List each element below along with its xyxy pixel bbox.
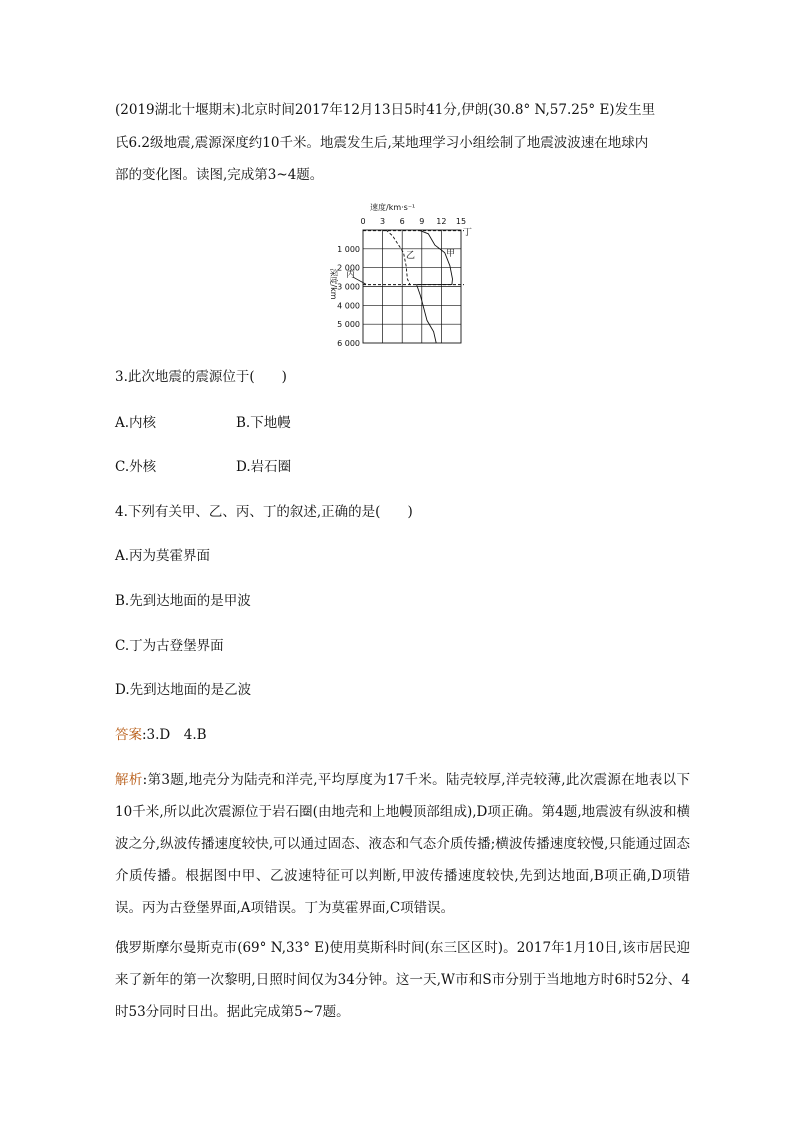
- label-jia: 甲: [446, 249, 456, 259]
- analysis-paragraph: [115, 764, 690, 924]
- chart-grid: [363, 230, 461, 343]
- answer-line: [115, 725, 207, 745]
- x-tick-label: 6: [399, 217, 405, 226]
- y-tick-label: 5 000: [337, 320, 360, 330]
- x-tick-label: 0: [360, 217, 366, 226]
- y-tick-label: 1 000: [337, 244, 360, 254]
- q3-stem: 3.此次地震的震源位于( ): [115, 369, 287, 385]
- intro-line-3: 部的变化图。读图,完成第3~4题。: [115, 167, 324, 183]
- chart-ticks: [337, 217, 466, 348]
- analysis-label: 解析: [115, 772, 143, 788]
- q3-option-c[interactable]: C.外核: [115, 459, 157, 475]
- y-tick-label: 3 000: [337, 282, 360, 292]
- intro-line-2: 氏6.2级地震,震源深度约10千米。地震发生后,某地理学习小组绘制了地震波波速在地球内: [115, 135, 649, 151]
- y-tick-label: 4 000: [337, 301, 360, 311]
- x-tick-label: 3: [380, 217, 386, 226]
- y-tick-label: 2 000: [337, 263, 360, 273]
- analysis-text: :第3题,地壳分为陆壳和洋壳,平均厚度为17千米。陆壳较厚,洋壳较薄,此次震源在地表以下10千米,所以此次震源位于岩石圈(由地壳和上地幔顶部组成),D项正确。第4题,地震波有纵波和横波之分,纵波传播速度较快,可以通过固态、液态和气态介质传播;横波传播速度较慢,只能通过固态介质传播。根据图中甲、乙波速特征可以判断,甲波传播速度较快,先到达地面,B项正确,D项错误。丙为古登堡界面,A项错误。丁为莫霍界面,C项错误。: [115, 772, 691, 916]
- answer-text: :3.D 4.B: [142, 727, 207, 743]
- intro2-paragraph: 俄罗斯摩尔曼斯克市(69° N,33° E)使用莫斯科时间(东三区区时)。2017年1月10日,该市居民迎来了新年的第一次黎明,日照时间仅为34分钟。这一天,W市和S市分别于当地地方时6时52分、4时53分同时日出。据此完成第5~7题。: [115, 940, 690, 1020]
- x-tick-label: 12: [436, 217, 447, 226]
- label-yi: 乙: [406, 251, 416, 261]
- q4-stem: 4.下列有关甲、乙、丙、丁的叙述,正确的是( ): [115, 504, 413, 520]
- seismic-wave-velocity-chart: [300, 200, 500, 350]
- intro-line-1: (2019湖北十堰期末)北京时间2017年12月13日5时41分,伊朗(30.8° N,57.25° E)发生里: [115, 102, 656, 118]
- label-bing: 丙: [346, 270, 356, 280]
- q3-option-d[interactable]: D.岩石圈: [236, 459, 292, 475]
- q4-option-c[interactable]: C.丁为古登堡界面: [115, 638, 224, 654]
- x-tick-label: 9: [419, 217, 425, 226]
- answer-label: 答案: [115, 727, 142, 743]
- x-axis-title: 速度/km·s⁻¹: [370, 203, 416, 212]
- q3-option-a[interactable]: A.内核: [115, 415, 157, 431]
- q3-option-b[interactable]: B.下地幔: [236, 415, 291, 431]
- y-tick-label: 6 000: [337, 339, 360, 348]
- x-tick-label: 15: [455, 217, 467, 226]
- q4-option-b[interactable]: B.先到达地面的是甲波: [115, 593, 251, 609]
- y-axis-title: 深度/km: [329, 268, 338, 300]
- label-ding: 丁: [463, 228, 473, 238]
- q4-option-d[interactable]: D.先到达地面的是乙波: [115, 682, 252, 698]
- q4-option-a[interactable]: A.丙为莫霍界面: [115, 548, 211, 564]
